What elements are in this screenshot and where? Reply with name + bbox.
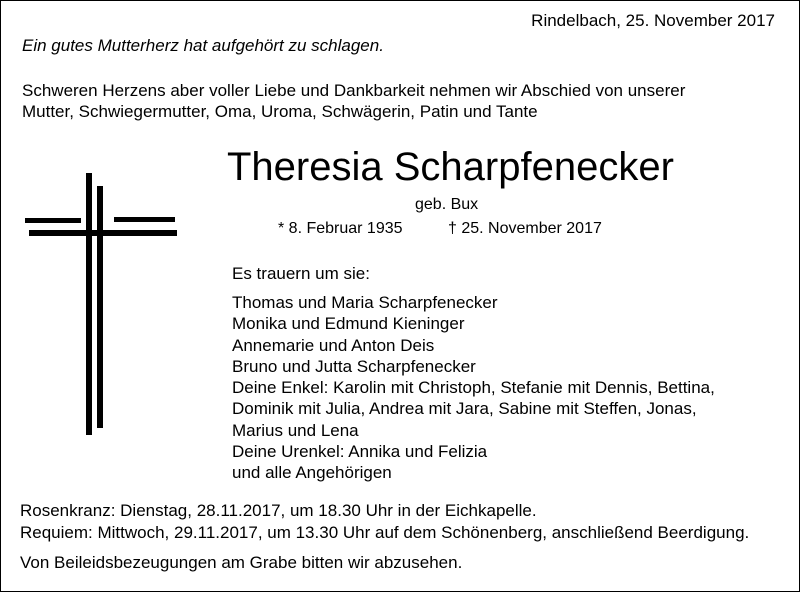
mourner-line: Dominik mit Julia, Andrea mit Jara, Sabine mit Steffen, Jonas, xyxy=(232,399,697,419)
cross-icon xyxy=(25,173,177,435)
mourner-line: Thomas und Maria Scharpfenecker xyxy=(232,293,498,312)
birth-date: * 8. Februar 1935 xyxy=(278,220,403,237)
rosary-info: Rosenkranz: Dienstag, 28.11.2017, um 18.30 Uhr in der Eichkapelle. xyxy=(20,501,537,520)
mourner-line: Bruno und Jutta Scharpfenecker xyxy=(232,356,476,376)
mourner-line: Deine Urenkel: Annika und Felizia xyxy=(232,442,488,462)
mourners-heading: Es trauern um sie: xyxy=(232,264,370,283)
closing-note: Von Beileidsbezeugungen am Grabe bitten wir abzusehen. xyxy=(20,553,463,572)
mourner-line: und alle Angehörigen xyxy=(232,463,392,483)
mourners-list xyxy=(232,292,715,484)
deceased-name: Theresia Scharpfenecker xyxy=(227,145,674,189)
death-date: † 25. November 2017 xyxy=(448,220,602,237)
mourner-line: Marius und Lena xyxy=(232,420,359,440)
dateline: Rindelbach, 25. November 2017 xyxy=(531,11,775,30)
intro-line-2: Mutter, Schwiegermutter, Oma, Uroma, Schwägerin, Patin und Tante xyxy=(22,102,538,121)
mourner-line: Monika und Edmund Kieninger xyxy=(232,314,465,334)
intro-line-1: Schweren Herzens aber voller Liebe und Dankbarkeit nehmen wir Abschied von unserer xyxy=(22,81,686,100)
maiden-name: geb. Bux xyxy=(415,196,479,213)
requiem-info: Requiem: Mittwoch, 29.11.2017, um 13.30 Uhr auf dem Schönenberg, anschließend Beerdigung. xyxy=(20,523,750,542)
mourner-line: Deine Enkel: Karolin mit Christoph, Stefanie mit Dennis, Bettina, xyxy=(232,378,715,398)
mourner-line: Annemarie und Anton Deis xyxy=(232,335,435,355)
motto: Ein gutes Mutterherz hat aufgehört zu schlagen. xyxy=(22,36,384,55)
